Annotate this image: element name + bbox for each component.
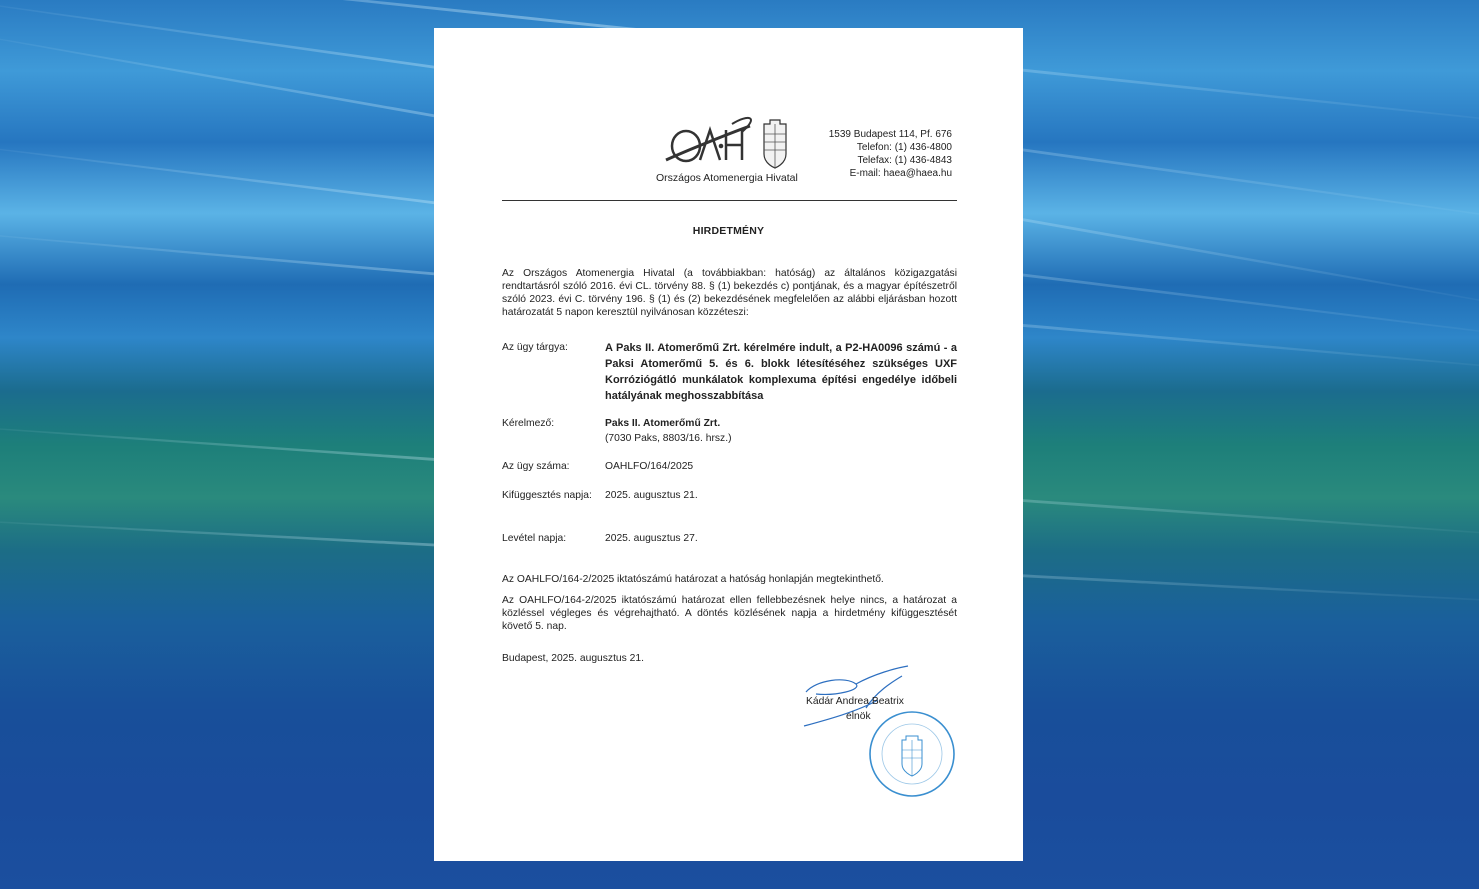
signer-title: elnök [846,711,871,722]
document-title: HIRDETMÉNY [692,225,765,237]
official-stamp-icon [864,706,960,802]
place-date: Budapest, 2025. augusztus 21. [502,653,644,664]
note-website: Az OAHLFO/164-2/2025 iktatószámú határozat a hatóság honlapján megtekinthető. [502,574,884,585]
posting-date-label: Kifüggesztés napja: [502,490,592,501]
contact-phone: Telefon: (1) 436-4800 [856,142,952,153]
contact-email: E-mail: haea@haea.hu [849,168,952,179]
case-number-value: OAHLFO/164/2025 [605,461,694,472]
subject-value: A Paks II. Atomerőmű Zrt. kérelmére indult, a P2-HA0096 számú - a Paksi Atomerőmű 5. és 6. blokk létesítéséhez szükséges UXF Korróziógátló munkálatok komplexuma építési engedélye időbeli hatályának meghosszabbítása [605,342,957,402]
organization-name: Országos Atomenergia Hivatal [656,172,798,184]
signer-name: Kádár Andrea Beatrix [806,696,904,707]
document-page [434,28,1023,861]
contact-address: 1539 Budapest 114, Pf. 676 [828,129,952,140]
subject-label: Az ügy tárgya: [502,342,568,353]
intro-paragraph: Az Országos Atomenergia Hivatal (a továbbiakban: hatóság) az általános közigazgatási rendtartásról szóló 2016. évi CL. törvény 88. § (1) bekezdés c) pontjának, és a magyar építészetről szóló 2023. évi C. törvény 196. § (1) és (2) bekezdésének megfelelően az alábbi eljárásban hozott határozatát 5 napon keresztül nyilvánosan közzéteszi: [502,268,957,318]
posting-date-value: 2025. augusztus 21. [605,490,698,501]
contact-block [829,128,952,180]
removal-date-value: 2025. augusztus 27. [605,533,698,544]
oah-logo-icon [658,112,794,178]
applicant-address: (7030 Paks, 8803/16. hrsz.) [605,433,732,444]
contact-fax: Telefax: (1) 436-4843 [857,155,952,166]
note-appeal: Az OAHLFO/164-2/2025 iktatószámú határozat ellen fellebbezésnek helye nincs, a határozat a közléssel végleges és végrehajtható. A döntés közlésének napja a hirdetmény kifüggesztését követő 5. nap. [502,595,957,632]
removal-date-label: Levétel napja: [502,533,567,544]
applicant-label: Kérelmező: [502,418,555,429]
case-number-label: Az ügy száma: [502,461,570,472]
applicant-name: Paks II. Atomerőmű Zrt. [605,418,721,429]
header-divider [502,200,957,201]
